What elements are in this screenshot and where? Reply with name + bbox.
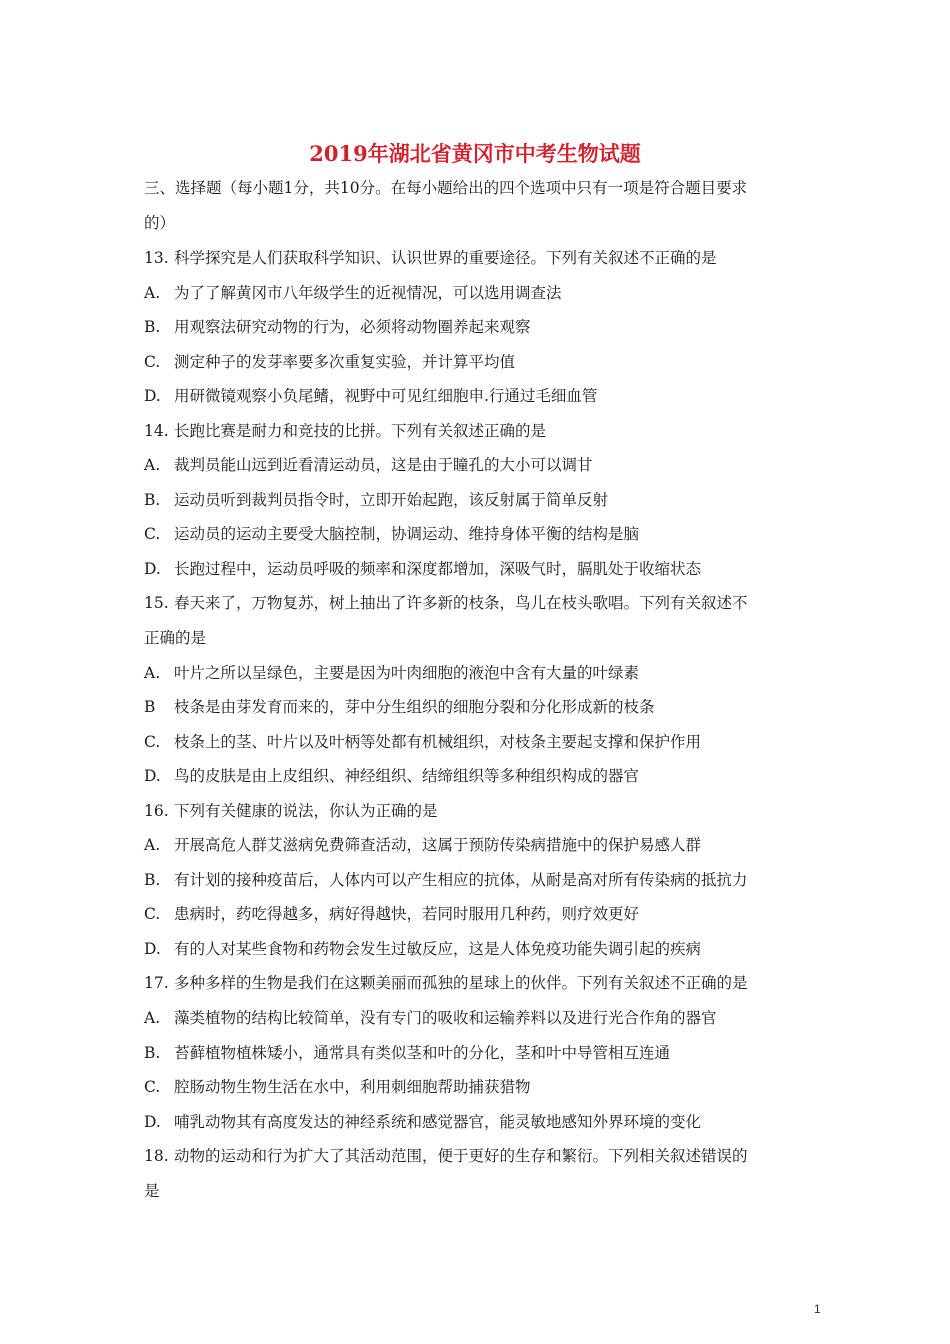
option [144, 559, 701, 579]
option-text: 藻类植物的结构比较简单，没有专门的吸收和运输养料以及进行光合作角的器官 [174, 1009, 717, 1027]
option-text: 测定种子的发芽率要多次重复实验，并计算平均值 [174, 353, 516, 371]
option-label: A. [144, 664, 161, 682]
option [144, 939, 701, 959]
question-13 [144, 248, 717, 268]
option-label: D. [144, 387, 161, 405]
option-label: D. [144, 767, 161, 785]
question-15 [144, 593, 748, 613]
section-instructions: 三、选择题（每小题1分，共10分。在每小题给出的四个选项中只有一项是符合题目要求 [144, 179, 748, 197]
option-text: 有计划的接种疫苗后，人体内可以产生相应的抗体，从耐是高对所有传染病的抵抗力 [174, 871, 748, 889]
option-label: D. [144, 560, 161, 578]
option-label: A. [144, 1009, 161, 1027]
question-stem: 长跑比赛是耐力和竞技的比拼。下列有关叙述正确的是 [174, 422, 547, 440]
question-number: 15. [144, 594, 169, 612]
option [144, 870, 748, 890]
option-text: 为了了解黄冈市八年级学生的近视情况，可以选用调查法 [174, 284, 562, 302]
option-text: 腔肠动物生物生活在水中，利用刺细胞帮助捕获猎物 [174, 1078, 531, 1096]
option-label: D. [144, 940, 161, 958]
option-text: 哺乳动物其有高度发达的神经系统和感觉器官，能灵敏地感知外界环境的变化 [174, 1113, 702, 1131]
option-label: A. [144, 836, 161, 854]
option-text: 运动员的运动主要受大脑控制，协调运动、维持身体平衡的结构是脑 [174, 525, 640, 543]
option [144, 490, 608, 510]
option-text: 长跑过程中，运动员呼吸的频率和深度都增加，深吸气时，膈肌处于收缩状态 [174, 560, 702, 578]
option-label: C. [144, 905, 161, 923]
question-stem: 动物的运动和行为扩大了其活动范围，便于更好的生存和繁衍。下列相关叙述错误的 [174, 1147, 748, 1165]
question-number: 13. [144, 249, 169, 267]
option [144, 663, 639, 683]
option-text: 鸟的皮肤是由上皮组织、神经组织、结缔组织等多种组织构成的器官 [174, 767, 640, 785]
question-number: 17. [144, 974, 169, 992]
option-text: 有的人对某些食物和药物会发生过敏反应，这是人体免疫功能失调引起的疾病 [174, 940, 702, 958]
option-text: 裁判员能山远到近看清运动员，这是由于瞳孔的大小可以调甘 [174, 456, 593, 474]
option [144, 352, 515, 372]
option [144, 904, 639, 924]
question-stem-cont: 正确的是 [144, 629, 207, 647]
option [144, 386, 597, 406]
option-text: 枝条是由芽发育而来的，芽中分生组织的细胞分裂和分化形成新的枝条 [174, 698, 655, 716]
option [144, 455, 593, 475]
option-text: 用研微镜观察小负尾鳍，视野中可见红细胞申.行通过毛细血管 [174, 387, 598, 405]
option-text: 苔藓植物植株矮小，通常具有类似茎和叶的分化，茎和叶中导管相互连通 [174, 1044, 671, 1062]
option-text: 患病时，药吃得越多，病好得越快，若同时服用几种药，则疗效更好 [174, 905, 640, 923]
question-14 [144, 421, 546, 441]
option-text: 用观察法研究动物的行为，必须将动物圈养起来观察 [174, 318, 531, 336]
option-text: 枝条上的茎、叶片以及叶柄等处都有机械组织，对枝条主要起支撑和保护作用 [174, 733, 702, 751]
question-18 [144, 1146, 748, 1166]
option-text: 开展高危人群艾滋病免费筛查活动，这属于预防传染病措施中的保护易感人群 [174, 836, 702, 854]
option [144, 697, 655, 717]
question-number: 18. [144, 1147, 169, 1165]
option-label: A. [144, 456, 161, 474]
option [144, 317, 531, 337]
option-label: C. [144, 733, 161, 751]
option-label: C. [144, 1078, 161, 1096]
question-number: 16. [144, 802, 169, 820]
option-text: 叶片之所以呈绿色，主要是因为叶肉细胞的液泡中含有大量的叶绿素 [174, 664, 640, 682]
document-title: 2019年湖北省黄冈市中考生物试题 [309, 141, 641, 166]
option [144, 1112, 701, 1132]
option-label: C. [144, 353, 161, 371]
option-label: B. [144, 871, 161, 889]
option-label: B. [144, 491, 161, 509]
option [144, 524, 639, 544]
option [144, 835, 701, 855]
option [144, 732, 701, 752]
question-stem: 下列有关健康的说法，你认为正确的是 [174, 802, 438, 820]
question-17 [144, 973, 748, 993]
question-stem: 多种多样的生物是我们在这颗美丽而孤独的星球上的伙伴。下列有关叙述不正确的是 [174, 974, 748, 992]
question-number: 14. [144, 422, 169, 440]
option-label: D. [144, 1113, 161, 1131]
option [144, 283, 562, 303]
page-number: 1 [814, 1302, 821, 1316]
option-label: C. [144, 525, 161, 543]
option-label: B. [144, 318, 161, 336]
option-label: A. [144, 284, 161, 302]
option [144, 1008, 717, 1028]
option-label: B [144, 698, 156, 716]
question-16 [144, 801, 438, 821]
section-instructions-cont: 的） [144, 214, 176, 232]
question-stem: 春天来了，万物复苏，树上抽出了许多新的枝条，鸟儿在枝头歌唱。下列有关叙述不 [174, 594, 748, 612]
option-label: B. [144, 1044, 161, 1062]
question-stem: 科学探究是人们获取科学知识、认识世界的重要途径。下列有关叙述不正确的是 [174, 249, 717, 267]
option [144, 1077, 531, 1097]
option [144, 1043, 670, 1063]
option-text: 运动员听到裁判员指令时，立即开始起跑，该反射属于简单反射 [174, 491, 609, 509]
question-stem-cont: 是 [144, 1182, 160, 1200]
option [144, 766, 639, 786]
